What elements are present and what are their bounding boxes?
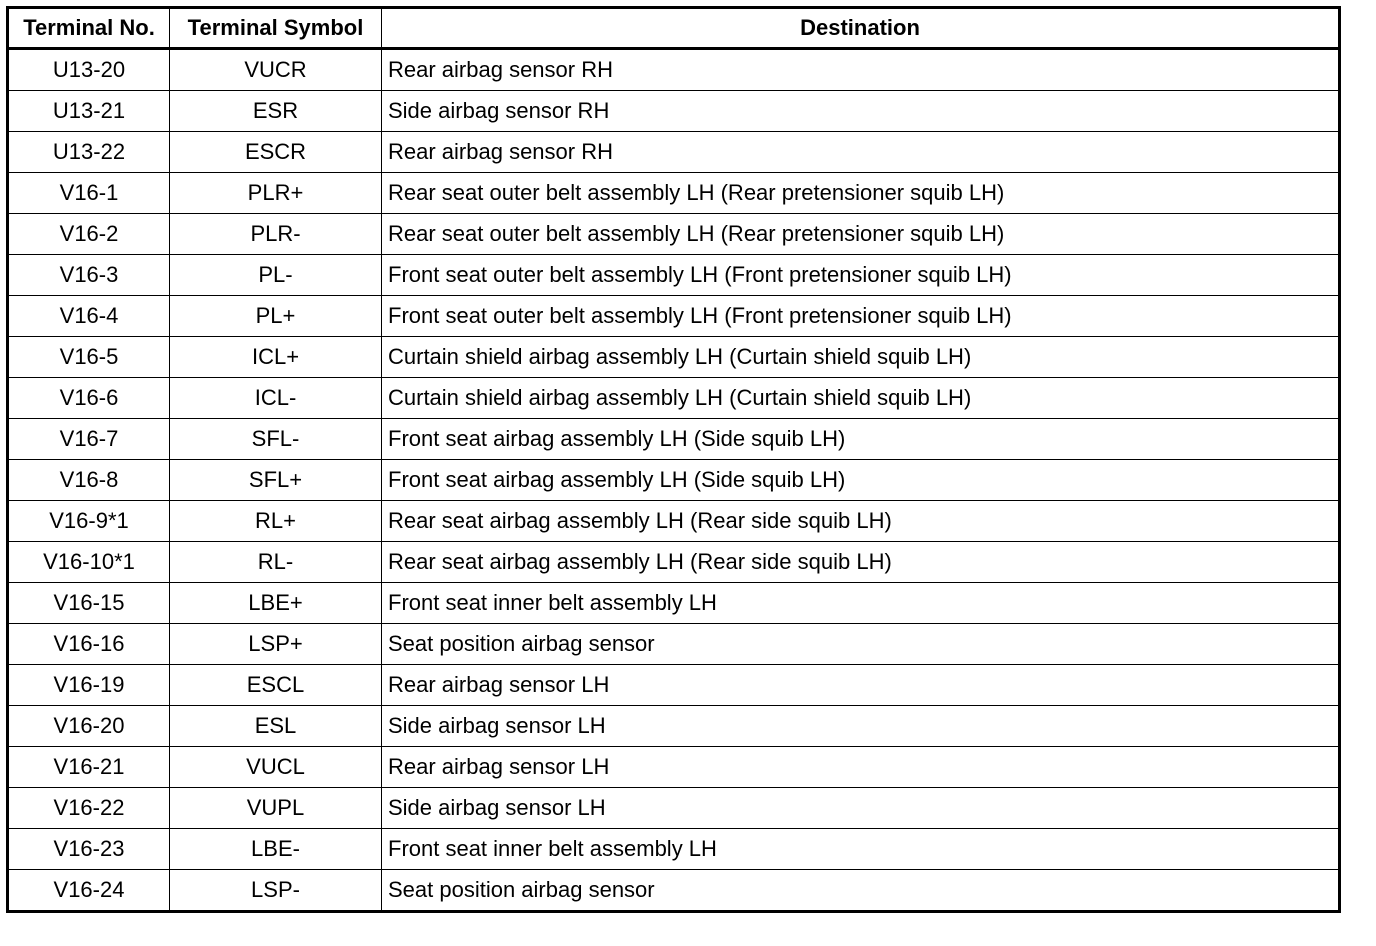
terminal-symbol-cell: LSP-	[170, 870, 382, 912]
terminal-symbol-cell: ICL+	[170, 337, 382, 378]
terminal-symbol-cell: PLR+	[170, 173, 382, 214]
terminal-no-cell: V16-19	[8, 665, 170, 706]
table-row	[8, 91, 1340, 132]
terminal-no-cell: V16-3	[8, 255, 170, 296]
terminal-no-cell: V16-9*1	[8, 501, 170, 542]
terminal-symbol-cell: ESL	[170, 706, 382, 747]
terminal-table	[6, 6, 1341, 913]
destination-cell: Rear seat outer belt assembly LH (Rear pretensioner squib LH)	[382, 173, 1340, 214]
terminal-symbol-cell: ICL-	[170, 378, 382, 419]
terminal-no-cell: V16-22	[8, 788, 170, 829]
terminal-no-cell: V16-5	[8, 337, 170, 378]
terminal-no-cell: V16-21	[8, 747, 170, 788]
terminal-no-cell: V16-7	[8, 419, 170, 460]
terminal-no-cell: V16-1	[8, 173, 170, 214]
terminal-no-cell: U13-22	[8, 132, 170, 173]
terminal-no-cell: V16-15	[8, 583, 170, 624]
terminal-symbol-cell: SFL-	[170, 419, 382, 460]
destination-cell: Front seat inner belt assembly LH	[382, 829, 1340, 870]
terminal-symbol-cell: LSP+	[170, 624, 382, 665]
terminal-symbol-cell: ESCR	[170, 132, 382, 173]
terminal-symbol-cell: RL-	[170, 542, 382, 583]
terminal-no-cell: U13-21	[8, 91, 170, 132]
terminal-symbol-cell: ESR	[170, 91, 382, 132]
table-row	[8, 214, 1340, 255]
destination-cell: Front seat outer belt assembly LH (Front pretensioner squib LH)	[382, 296, 1340, 337]
terminal-symbol-cell: PLR-	[170, 214, 382, 255]
destination-cell: Rear seat airbag assembly LH (Rear side squib LH)	[382, 501, 1340, 542]
terminal-symbol-cell: PL-	[170, 255, 382, 296]
terminal-no-cell: V16-4	[8, 296, 170, 337]
table-row	[8, 542, 1340, 583]
table-row	[8, 296, 1340, 337]
terminal-symbol-cell: LBE+	[170, 583, 382, 624]
terminal-no-cell: V16-6	[8, 378, 170, 419]
destination-cell: Rear airbag sensor LH	[382, 665, 1340, 706]
table-row	[8, 460, 1340, 501]
table-row	[8, 665, 1340, 706]
terminal-no-cell: V16-20	[8, 706, 170, 747]
destination-cell: Seat position airbag sensor	[382, 624, 1340, 665]
destination-cell: Rear airbag sensor RH	[382, 49, 1340, 91]
header-terminal-no: Terminal No.	[8, 8, 170, 49]
destination-cell: Rear seat airbag assembly LH (Rear side squib LH)	[382, 542, 1340, 583]
terminal-no-cell: V16-10*1	[8, 542, 170, 583]
table-row	[8, 419, 1340, 460]
terminal-symbol-cell: SFL+	[170, 460, 382, 501]
terminal-symbol-cell: VUCR	[170, 49, 382, 91]
header-row	[8, 8, 1340, 49]
table-row	[8, 378, 1340, 419]
destination-cell: Side airbag sensor LH	[382, 706, 1340, 747]
destination-cell: Curtain shield airbag assembly LH (Curtain shield squib LH)	[382, 337, 1340, 378]
destination-cell: Front seat outer belt assembly LH (Front pretensioner squib LH)	[382, 255, 1340, 296]
table-row	[8, 337, 1340, 378]
terminal-symbol-cell: VUCL	[170, 747, 382, 788]
destination-cell: Seat position airbag sensor	[382, 870, 1340, 912]
header-destination: Destination	[382, 8, 1340, 49]
destination-cell: Curtain shield airbag assembly LH (Curtain shield squib LH)	[382, 378, 1340, 419]
terminal-symbol-cell: ESCL	[170, 665, 382, 706]
terminal-no-cell: V16-24	[8, 870, 170, 912]
table-row	[8, 255, 1340, 296]
terminal-symbol-cell: LBE-	[170, 829, 382, 870]
destination-cell: Rear airbag sensor RH	[382, 132, 1340, 173]
terminal-no-cell: V16-2	[8, 214, 170, 255]
table-row	[8, 870, 1340, 912]
table-row	[8, 501, 1340, 542]
table-row	[8, 829, 1340, 870]
table-row	[8, 706, 1340, 747]
destination-cell: Front seat airbag assembly LH (Side squib LH)	[382, 419, 1340, 460]
destination-cell: Side airbag sensor RH	[382, 91, 1340, 132]
destination-cell: Front seat airbag assembly LH (Side squib LH)	[382, 460, 1340, 501]
header-terminal-symbol: Terminal Symbol	[170, 8, 382, 49]
terminal-symbol-cell: VUPL	[170, 788, 382, 829]
table-body	[8, 49, 1340, 912]
destination-cell: Front seat inner belt assembly LH	[382, 583, 1340, 624]
table-row	[8, 173, 1340, 214]
terminal-symbol-cell: RL+	[170, 501, 382, 542]
terminal-no-cell: V16-16	[8, 624, 170, 665]
table-row	[8, 132, 1340, 173]
terminal-symbol-cell: PL+	[170, 296, 382, 337]
destination-cell: Rear seat outer belt assembly LH (Rear pretensioner squib LH)	[382, 214, 1340, 255]
table-row	[8, 788, 1340, 829]
table-header	[8, 8, 1340, 49]
terminal-no-cell: U13-20	[8, 49, 170, 91]
terminal-no-cell: V16-8	[8, 460, 170, 501]
table-row	[8, 624, 1340, 665]
table-row	[8, 49, 1340, 91]
destination-cell: Side airbag sensor LH	[382, 788, 1340, 829]
table-row	[8, 747, 1340, 788]
table-row	[8, 583, 1340, 624]
terminal-no-cell: V16-23	[8, 829, 170, 870]
destination-cell: Rear airbag sensor LH	[382, 747, 1340, 788]
